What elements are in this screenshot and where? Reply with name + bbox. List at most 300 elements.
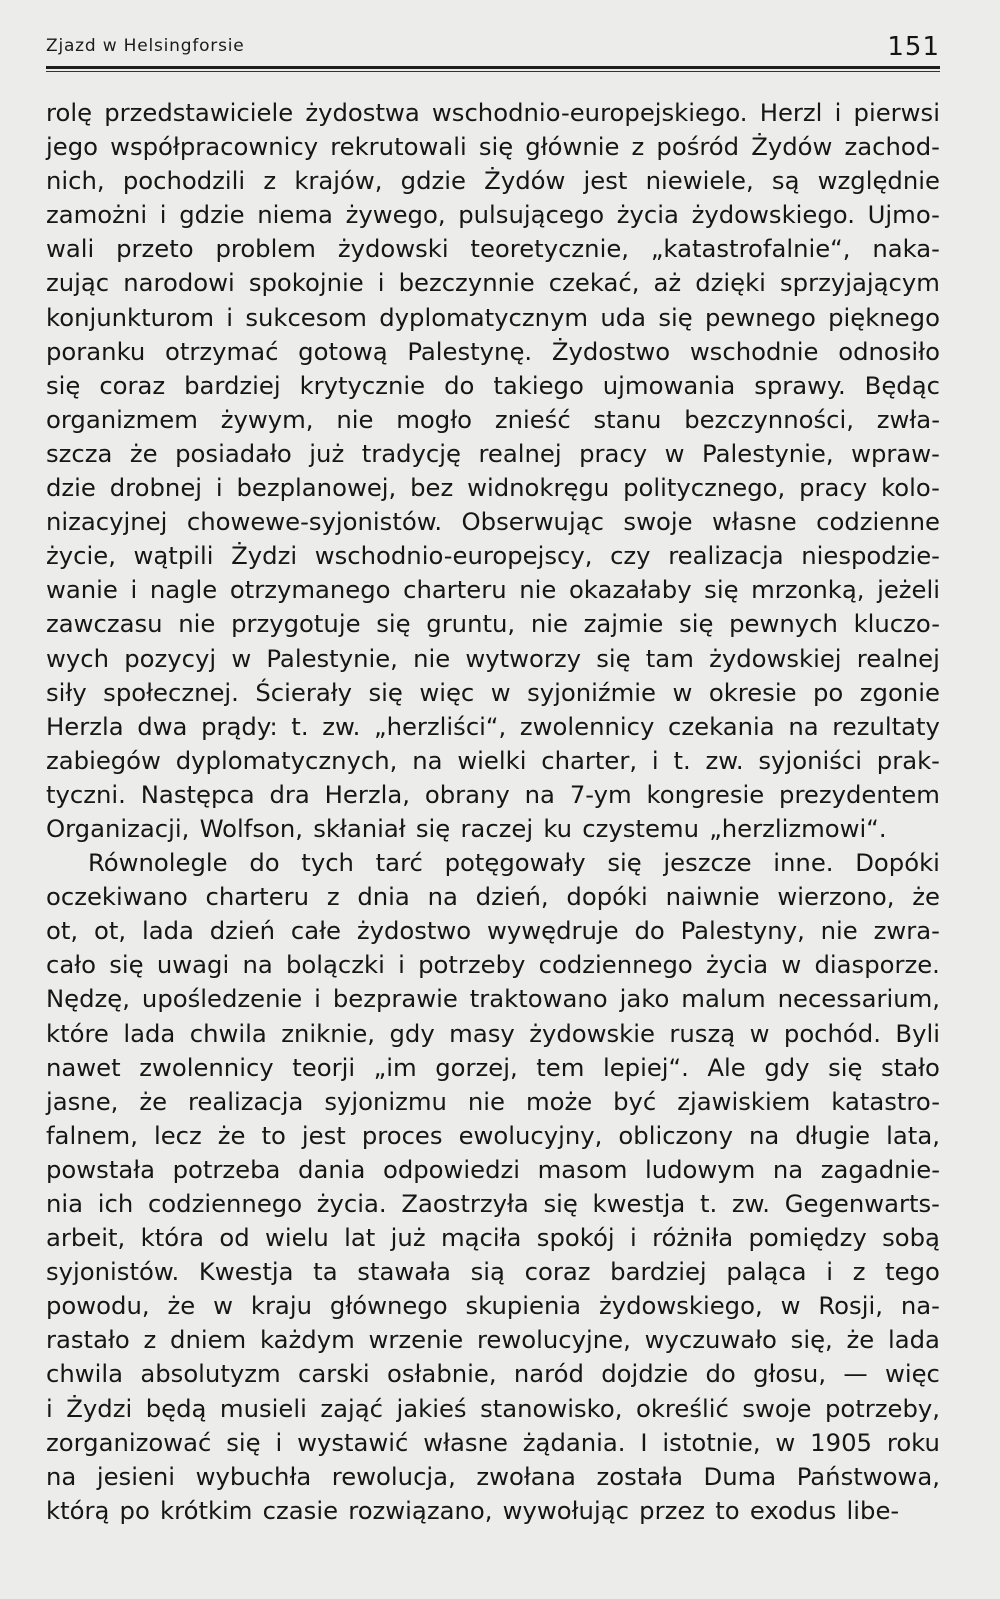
word: życie, (46, 541, 116, 571)
word: i (629, 1223, 637, 1253)
word: zwolennicy (519, 711, 655, 741)
word: ewolucyjny, (458, 1120, 603, 1150)
word: bezplanowej, (236, 473, 397, 503)
word: z (631, 132, 645, 162)
word: się (478, 132, 514, 162)
word: Herzl (759, 98, 823, 127)
word: która (140, 1223, 204, 1253)
word: zwołana (476, 1461, 576, 1491)
word: Równolegle (88, 848, 228, 878)
word: niespodzie- (801, 541, 940, 571)
word: już (309, 438, 345, 468)
word: Duma (703, 1461, 777, 1491)
word: ludowym (644, 1154, 756, 1184)
word: naiwnie (665, 882, 760, 912)
word: zwła- (876, 404, 940, 434)
word: „katastrofalnie“, (650, 234, 851, 264)
word: mąciła (440, 1223, 522, 1253)
word: pomiędzy (748, 1223, 867, 1253)
word: stanu (593, 404, 662, 434)
word: coraz (99, 370, 166, 400)
word: do (634, 916, 665, 946)
word: oczekiwano (46, 882, 188, 912)
word: traktowano (469, 984, 608, 1014)
word: żydostwo (356, 916, 472, 946)
word: odpowiedzi (382, 1154, 521, 1184)
word: społecznej. (103, 677, 239, 707)
word: mrzonką, (751, 575, 865, 605)
word: realizacja (668, 541, 784, 571)
text-line (46, 573, 940, 607)
word: exodus (749, 1495, 837, 1525)
word: czekać, (548, 268, 640, 298)
word: skłaniał (313, 813, 406, 843)
word: zując (46, 268, 110, 298)
word: że (167, 1291, 196, 1321)
word: że (129, 438, 158, 468)
word: na (427, 882, 458, 912)
word: głównego (329, 1291, 448, 1321)
word: własne (423, 1427, 508, 1457)
word: wierzono, (777, 882, 895, 912)
word: każdym (260, 1325, 355, 1355)
word: i (159, 200, 167, 230)
word: życia. (316, 1189, 387, 1218)
word: cało (46, 950, 97, 980)
text-line (46, 982, 940, 1016)
word: się (109, 950, 144, 980)
word: na (772, 1154, 804, 1184)
word: skupienia (465, 1291, 582, 1321)
word: charter, (541, 745, 638, 775)
word: pracy (799, 473, 868, 503)
word: zawczasu (46, 609, 163, 639)
word: rewolucja, (331, 1461, 456, 1491)
text-line (46, 642, 940, 676)
word: nich, (46, 166, 105, 196)
word: żydowskie (529, 1018, 655, 1048)
word: pracy (579, 438, 648, 468)
word: ot, (46, 916, 79, 946)
word: Herzla, (324, 779, 410, 809)
word: spokój (536, 1223, 615, 1253)
word: i (314, 984, 321, 1014)
word: lepiej“. (602, 1052, 689, 1082)
word: dopóki (566, 882, 648, 912)
word: wyczuwało (644, 1325, 777, 1355)
word: z (263, 166, 277, 196)
word: chwila (46, 1359, 124, 1389)
word: gdzie (179, 200, 245, 230)
word: Kwestja (198, 1257, 294, 1287)
word: wanie (46, 575, 118, 605)
word: chowewe-syjonistów. (186, 507, 443, 537)
word: raczej (460, 813, 534, 843)
word: się (368, 677, 403, 707)
word: krajów, (294, 166, 383, 196)
word: tam (645, 643, 694, 673)
word: się, (790, 1325, 833, 1355)
word: się (226, 1427, 261, 1457)
text-line (46, 1357, 940, 1391)
word: pięknego (828, 302, 940, 332)
word: falnem, (46, 1120, 138, 1150)
word: kwestja (592, 1189, 686, 1218)
word: głównie (525, 132, 620, 162)
word: kraju (250, 1291, 312, 1321)
word: i (398, 950, 405, 980)
word: gdy (389, 1018, 435, 1048)
word: wpraw- (851, 438, 940, 468)
word: drobnej (109, 473, 203, 503)
word: do (444, 370, 475, 400)
word: sobą (882, 1223, 940, 1253)
word: widnokręgu (467, 473, 610, 503)
text-line (46, 880, 940, 914)
word: znieść (494, 404, 571, 434)
word: gruntu, (426, 609, 516, 639)
word: sukcesom (245, 302, 367, 332)
word: jeżeli (877, 575, 940, 605)
word: jesieni (96, 1461, 176, 1491)
word: aż (653, 268, 682, 298)
word: to (715, 1495, 740, 1525)
word: siły (46, 677, 87, 707)
word: i (226, 302, 234, 332)
word: nawet (46, 1052, 121, 1082)
word: żydowski (337, 234, 449, 264)
word: i (826, 1257, 833, 1287)
text-line (46, 266, 940, 300)
word: po (813, 677, 844, 707)
word: długie (795, 1120, 871, 1150)
word: tyczni. (46, 779, 126, 809)
word: całe (290, 916, 341, 946)
word: Byli (895, 1018, 940, 1048)
word: problem (215, 234, 316, 264)
word: Obserwując (461, 507, 604, 537)
word: swoje (623, 507, 693, 537)
word: rezultaty (832, 711, 940, 741)
text-line (46, 1494, 940, 1528)
text-line (46, 164, 940, 198)
word: pochodzili (122, 166, 246, 196)
word: że (139, 1086, 168, 1116)
word: w (775, 1427, 796, 1457)
word: wybuchła (195, 1461, 312, 1491)
word: powstała (46, 1154, 156, 1184)
word: gotową (298, 336, 388, 366)
word: do (249, 848, 280, 878)
word: narodowi (123, 268, 235, 298)
word: potrzeby (418, 950, 526, 980)
word: czystemu (582, 813, 699, 843)
word: lada (887, 1325, 940, 1355)
text-line (46, 1085, 940, 1119)
word: jest (583, 166, 628, 196)
word: czasie (262, 1495, 339, 1525)
word: pozycyj (124, 643, 217, 673)
word: na (412, 745, 443, 775)
word: istotnie, (662, 1427, 761, 1457)
word: dyplomatycznym (379, 302, 589, 332)
word: już (390, 1223, 426, 1253)
word: charteru (205, 882, 310, 912)
word: życia (706, 950, 769, 980)
word: bezczynności, (684, 404, 854, 434)
text-line (46, 1017, 940, 1051)
word: absolutyzm (140, 1359, 281, 1389)
text-line (46, 1460, 940, 1494)
word: swoje (742, 1393, 812, 1423)
word: kolo- (881, 473, 940, 503)
word: dzień (209, 916, 276, 946)
word: wątpili (133, 541, 214, 571)
word: krytycznie (299, 370, 426, 400)
text-line (46, 471, 940, 505)
word: ich (97, 1189, 134, 1218)
word: sprzyjającym (780, 268, 940, 298)
word: rewolucyjne, (476, 1325, 631, 1355)
word: Gegenwarts- (784, 1189, 940, 1218)
word: które (46, 1018, 109, 1048)
text-line (46, 1255, 940, 1289)
word: Żydzi (66, 1393, 133, 1423)
word: z (326, 882, 340, 912)
word: prądy: (201, 711, 278, 741)
word: Żydostwo (551, 336, 671, 366)
word: diasporze. (814, 950, 940, 980)
word: carski (297, 1359, 370, 1389)
word: Zaostrzyła (401, 1189, 529, 1218)
word: „herzlizmowi“. (709, 813, 887, 843)
word: dwa (137, 711, 188, 741)
word: wywołując (502, 1495, 629, 1525)
word: dra (269, 779, 310, 809)
word: i (275, 1427, 283, 1457)
text-line (46, 1119, 940, 1153)
word: zająć (320, 1393, 383, 1423)
word: charteru (403, 575, 507, 605)
word: masy (449, 1018, 515, 1048)
text-line (46, 914, 940, 948)
word: zw. (731, 1189, 771, 1218)
word: tarć (375, 848, 423, 878)
text-line (46, 539, 940, 573)
word: gorzej, (435, 1052, 518, 1082)
text-line (46, 812, 940, 846)
word: i (46, 1393, 53, 1423)
word: proces (361, 1120, 443, 1150)
word: politycznego, (623, 473, 786, 503)
header-rule-thin (46, 71, 940, 72)
word: gdzie (400, 166, 466, 196)
word: naka- (872, 234, 940, 264)
word: spokojnie (248, 268, 364, 298)
word: prak- (876, 745, 940, 775)
text-line (46, 437, 940, 471)
word: krótkim (160, 1495, 253, 1525)
word: katastro- (831, 1086, 940, 1116)
word: w (749, 1018, 770, 1048)
word: potrzeby, (824, 1393, 940, 1423)
word: bez (410, 473, 454, 503)
word: więc (884, 1359, 940, 1389)
word: względnie (817, 166, 940, 196)
word: na (748, 1120, 780, 1150)
word: w (664, 438, 685, 468)
word: niewiele, (645, 166, 754, 196)
word: uwagi (156, 950, 230, 980)
word: z (143, 1325, 157, 1355)
word: obliczony (618, 1120, 733, 1150)
word: stanowisko, (480, 1393, 623, 1423)
word: naród (513, 1359, 584, 1389)
word: dnia (357, 882, 410, 912)
word: pulsującego (458, 200, 605, 230)
word: się (46, 370, 81, 400)
word: sprawy. (754, 370, 846, 400)
word: jest (301, 1120, 346, 1150)
word: masom (537, 1154, 628, 1184)
word: okazałaby (568, 575, 692, 605)
word: pochód. (783, 1018, 881, 1048)
word: dzie (46, 473, 96, 503)
word: więc (419, 677, 475, 707)
word: gdy (764, 1052, 810, 1082)
word: się (376, 609, 411, 639)
text-line (46, 301, 940, 335)
text-line (46, 676, 940, 710)
word: ta (313, 1257, 338, 1287)
word: przygotuje (231, 609, 361, 639)
word: Państwowa, (796, 1461, 940, 1491)
word: wywędruje (487, 916, 619, 946)
word: powodu, (46, 1291, 150, 1321)
word: tego (885, 1257, 940, 1287)
word: i (651, 745, 659, 775)
text-line (46, 369, 940, 403)
word: wystawić (297, 1427, 409, 1457)
word: codzienne (816, 507, 940, 537)
text-line (46, 1426, 940, 1460)
word: Żydów (751, 132, 833, 162)
word: tem (536, 1052, 585, 1082)
word: pewnych (729, 609, 838, 639)
word: ot, (93, 916, 127, 946)
word: Będąc (864, 370, 940, 400)
text-line (46, 198, 940, 232)
text-line (46, 403, 940, 437)
word: bardziej (610, 1257, 707, 1287)
word: zgonie (859, 677, 940, 707)
word: dyplomatycznych, (175, 745, 398, 775)
word: ruszą (669, 1018, 736, 1048)
word: tradycję (361, 438, 461, 468)
word: dojdzie (601, 1359, 689, 1389)
word: t. (699, 1189, 718, 1218)
word: jakieś (396, 1393, 467, 1423)
word: się (415, 813, 451, 843)
word: nie (178, 609, 216, 639)
word: rozwiązano, (348, 1495, 493, 1525)
word: Palestynie, (702, 438, 834, 468)
word: zjawiskiem (677, 1086, 811, 1116)
text-line (46, 1187, 940, 1221)
word: że (217, 1120, 246, 1150)
word: arbeit, (46, 1223, 126, 1253)
word: nizacyjnej (46, 507, 168, 537)
word: nagle (149, 575, 218, 605)
word: żydowskiego. (691, 200, 855, 230)
word: zniknie, (281, 1018, 376, 1048)
word: i (215, 473, 223, 503)
word: prezydentem (779, 779, 940, 809)
word: Palestyny, (680, 916, 805, 946)
word: nie (413, 643, 451, 673)
word: w (780, 1291, 801, 1321)
word: w (781, 950, 802, 980)
word: pierwsi (853, 98, 940, 127)
body-text (46, 96, 940, 1528)
word: określić (635, 1393, 729, 1423)
word: jasne, (46, 1086, 119, 1116)
page-header (46, 32, 940, 68)
word: szcza (46, 438, 113, 468)
word: wschodnie (689, 336, 819, 366)
word: są (771, 166, 800, 196)
word: zwolennicy (139, 1052, 274, 1082)
word: się (607, 848, 642, 878)
word: wielki (457, 745, 527, 775)
text-line (46, 130, 940, 164)
word: zachod- (844, 132, 940, 162)
word: jego (46, 132, 98, 162)
word: Ale (707, 1052, 746, 1082)
word: musieli (219, 1393, 307, 1423)
word: zabiegów (46, 745, 161, 775)
word: w (490, 677, 511, 707)
word: realnej (856, 643, 940, 673)
running-title: Zjazd w Helsingforsie (46, 36, 245, 56)
word: w (672, 677, 693, 707)
word: paląca (726, 1257, 807, 1287)
word: Nędzę, (46, 984, 130, 1014)
text-line (46, 505, 940, 539)
word: kongresie (646, 779, 765, 809)
word: dania (298, 1154, 366, 1184)
word: na (524, 779, 555, 809)
word: obrany (424, 779, 510, 809)
word: została (596, 1461, 683, 1491)
word: takiego (493, 370, 584, 400)
text-line (46, 1323, 940, 1357)
word: lata, (886, 1120, 940, 1150)
word: na (242, 950, 273, 980)
word: na (788, 711, 819, 741)
word: i (377, 268, 385, 298)
word: necessarium, (777, 984, 940, 1014)
word: bolączki (285, 950, 385, 980)
word: organizmem (46, 404, 198, 434)
word: wytworzy (465, 643, 582, 673)
word: 7-ym (569, 779, 632, 809)
word: rastało (46, 1325, 130, 1355)
text-line (46, 1392, 940, 1426)
word: syjonizmu (324, 1086, 447, 1116)
word: na- (900, 1291, 940, 1321)
word: realnej (478, 438, 562, 468)
